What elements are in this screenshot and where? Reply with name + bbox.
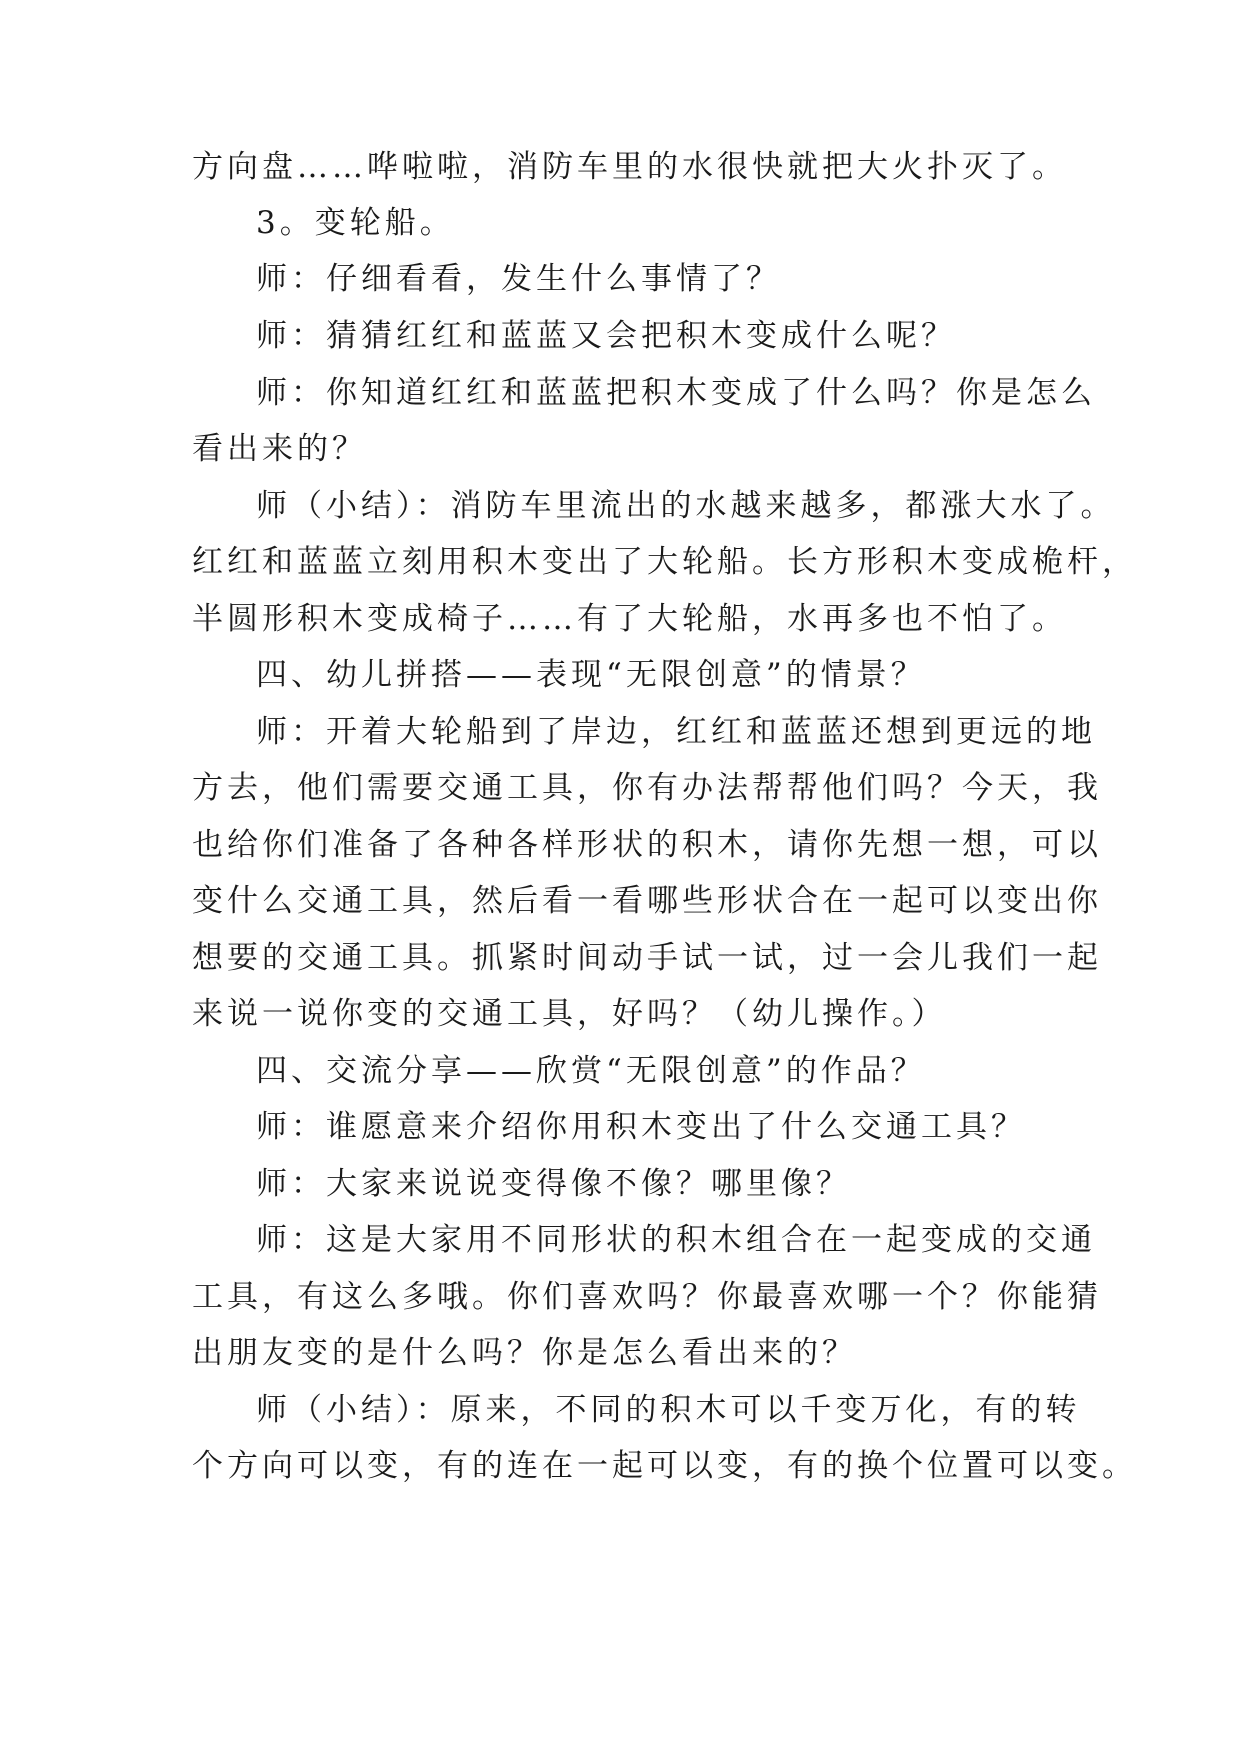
- section-heading: 四、幼儿拼搭——表现“无限创意”的情景？: [256, 657, 926, 693]
- text-line: 变什么交通工具，然后看一看哪些形状合在一起可以变出你: [192, 883, 1102, 919]
- text-line: 师：这是大家用不同形状的积木组合在一起变成的交通: [256, 1222, 1096, 1258]
- section-heading: 四、交流分享——欣赏“无限创意”的作品？: [256, 1053, 926, 1089]
- text-line: 师（小结）：原来，不同的积木可以千变万化，有的转: [256, 1392, 1081, 1428]
- text-line: 半圆形积木变成椅子……有了大轮船，水再多也不怕了。: [192, 601, 1067, 637]
- text-line: 来说一说你变的交通工具，好吗？（幼儿操作。）: [192, 996, 947, 1032]
- section-heading: 3。变轮船。: [256, 205, 455, 241]
- text-line: 师：你知道红红和蓝蓝把积木变成了什么吗？你是怎么: [256, 375, 1096, 411]
- text-line: 工具，有这么多哦。你们喜欢吗？你最喜欢哪一个？你能猜: [192, 1279, 1102, 1315]
- text-line: 个方向可以变，有的连在一起可以变，有的换个位置可以变。: [192, 1448, 1137, 1484]
- text-line: 师：猜猜红红和蓝蓝又会把积木变成什么呢？: [256, 318, 956, 354]
- text-line: 方向盘……哗啦啦，消防车里的水很快就把大火扑灭了。: [192, 149, 1067, 185]
- text-line: 师（小结）：消防车里流出的水越来越多，都涨大水了。: [256, 488, 1116, 524]
- text-line: 也给你们准备了各种各样形状的积木，请你先想一想，可以: [192, 827, 1102, 863]
- text-line: 方去，他们需要交通工具，你有办法帮帮他们吗？今天，我: [192, 770, 1102, 806]
- text-line: 师：大家来说说变得像不像？哪里像？: [256, 1166, 851, 1202]
- text-line: 想要的交通工具。抓紧时间动手试一试，过一会儿我们一起: [192, 940, 1102, 976]
- text-line: 出朋友变的是什么吗？你是怎么看出来的？: [192, 1335, 857, 1371]
- text-line: 师：开着大轮船到了岸边，红红和蓝蓝还想到更远的地: [256, 714, 1096, 750]
- text-line: 师：谁愿意来介绍你用积木变出了什么交通工具？: [256, 1109, 1026, 1145]
- text-line: 看出来的？: [192, 431, 367, 467]
- text-line: 师：仔细看看，发生什么事情了？: [256, 261, 781, 297]
- text-line: 红红和蓝蓝立刻用积木变出了大轮船。长方形积木变成桅杆，: [192, 544, 1137, 580]
